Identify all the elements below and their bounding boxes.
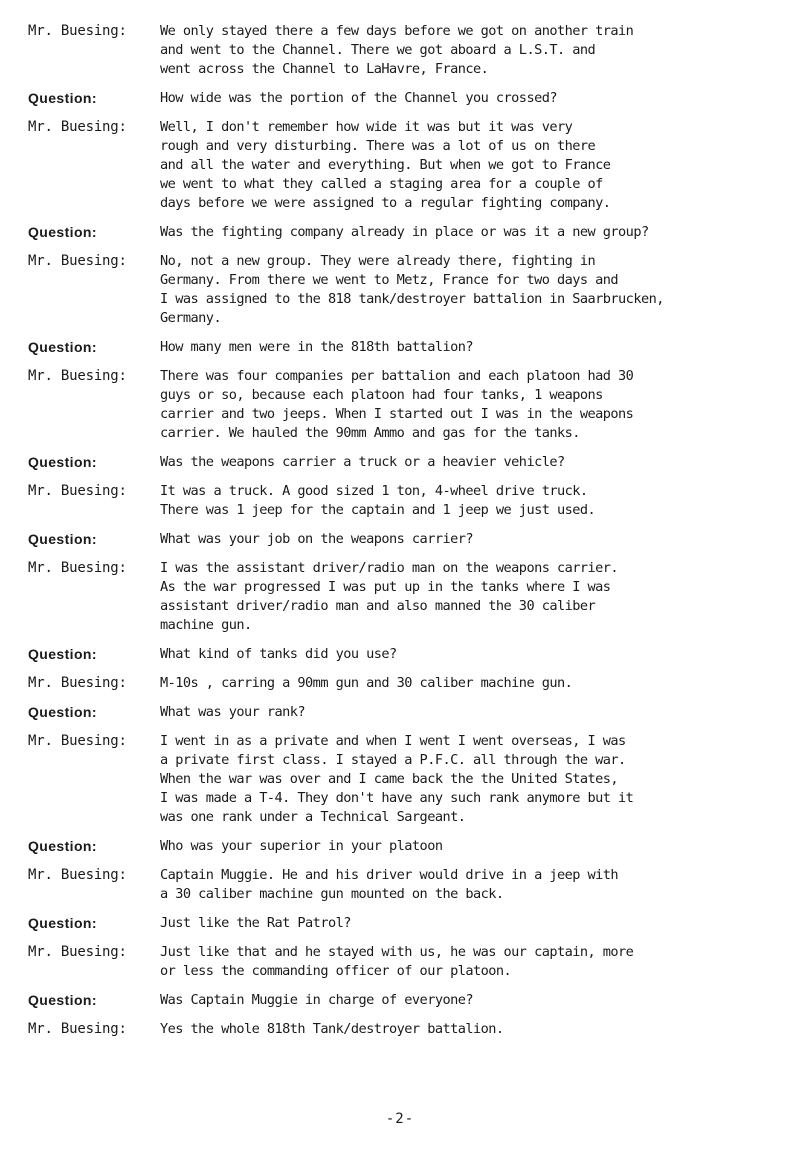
- transcript-entry: [28, 367, 788, 443]
- question-text: What was your rank?: [160, 704, 306, 720]
- question-text: What kind of tanks did you use?: [160, 646, 397, 662]
- transcript-entry: [28, 703, 788, 722]
- question-text: Was the fighting company already in place or was it a new group?: [160, 224, 649, 240]
- transcript-entry: [28, 89, 788, 108]
- transcript-entry: [28, 338, 788, 357]
- answer-text: Yes the whole 818th Tank/destroyer battalion.: [160, 1021, 504, 1037]
- question-text: Who was your superior in your platoon: [160, 838, 443, 854]
- transcript-entry: [28, 482, 788, 520]
- transcript-entry: [28, 1020, 788, 1039]
- transcript-entry: [28, 914, 788, 933]
- transcript-entry: [28, 252, 788, 328]
- speaker-label: Question:: [28, 224, 97, 240]
- transcript-entry: [28, 732, 788, 827]
- speaker-label: Mr. Buesing:: [28, 867, 127, 883]
- speaker-label: Mr. Buesing:: [28, 483, 127, 499]
- question-text: Was the weapons carrier a truck or a heavier vehicle?: [160, 454, 565, 470]
- question-text: Just like the Rat Patrol?: [160, 915, 351, 931]
- speaker-label: Question:: [28, 704, 97, 720]
- speaker-label: Mr. Buesing:: [28, 1021, 127, 1037]
- answer-text: Just like that and he stayed with us, he was our captain, more or less the commanding officer of our platoon.: [160, 944, 634, 979]
- transcript-entry: [28, 118, 788, 213]
- speaker-label: Mr. Buesing:: [28, 253, 127, 269]
- speaker-label: Mr. Buesing:: [28, 733, 127, 749]
- speaker-label: Mr. Buesing:: [28, 560, 127, 576]
- transcript-entry: [28, 22, 788, 79]
- answer-text: It was a truck. A good sized 1 ton, 4-wheel drive truck. There was 1 jeep for the captain and 1 jeep we just used.: [160, 483, 596, 518]
- transcript-entry: [28, 453, 788, 472]
- speaker-label: Mr. Buesing:: [28, 23, 127, 39]
- question-text: How many men were in the 818th battalion?: [160, 339, 473, 355]
- speaker-label: Question:: [28, 339, 97, 355]
- answer-text: Captain Muggie. He and his driver would drive in a jeep with a 30 caliber machine gun mounted on the back.: [160, 867, 619, 902]
- interview-transcript: [28, 22, 788, 1039]
- speaker-label: Question:: [28, 454, 97, 470]
- speaker-label: Question:: [28, 646, 97, 662]
- transcript-entry: [28, 559, 788, 635]
- speaker-label: Question:: [28, 531, 97, 547]
- speaker-label: Mr. Buesing:: [28, 675, 127, 691]
- answer-text: M-10s , carring a 90mm gun and 30 caliber machine gun.: [160, 675, 573, 691]
- answer-text: There was four companies per battalion and each platoon had 30 guys or so, because each platoon had four tanks, 1 weapons carrier and two jeeps. When I started out I was in the weapons carrier. We hauled the 90mm Ammo and gas for the tanks.: [160, 368, 634, 441]
- transcript-entry: [28, 645, 788, 664]
- speaker-label: Mr. Buesing:: [28, 368, 127, 384]
- transcript-entry: [28, 837, 788, 856]
- transcript-entry: [28, 866, 788, 904]
- speaker-label: Question:: [28, 992, 97, 1008]
- question-text: What was your job on the weapons carrier?: [160, 531, 473, 547]
- answer-text: We only stayed there a few days before we got on another train and went to the Channel. There we got aboard a L.S.T. and went across the Channel to LaHavre, France.: [160, 23, 634, 77]
- transcript-entry: [28, 991, 788, 1010]
- question-text: Was Captain Muggie in charge of everyone?: [160, 992, 473, 1008]
- transcript-entry: [28, 943, 788, 981]
- transcript-entry: [28, 530, 788, 549]
- answer-text: I was the assistant driver/radio man on the weapons carrier. As the war progressed I was put up in the tanks where I was assistant driver/radio man and also manned the 30 caliber machine gun.: [160, 560, 619, 633]
- transcript-entry: [28, 223, 788, 242]
- speaker-label: Question:: [28, 915, 97, 931]
- speaker-label: Mr. Buesing:: [28, 119, 127, 135]
- speaker-label: Question:: [28, 90, 97, 106]
- answer-text: I went in as a private and when I went I went overseas, I was a private first class. I stayed a P.F.C. all through the war. When the war was over and I came back the the United States, I was made a T-4. They don't have any such rank anymore but it was one rank under a Technical Sargeant.: [160, 733, 634, 825]
- question-text: How wide was the portion of the Channel you crossed?: [160, 90, 557, 106]
- answer-text: No, not a new group. They were already there, fighting in Germany. From there we went to Metz, France for two days and I was assigned to the 818 tank/destroyer battalion in Saarbrucken, Germany.: [160, 253, 664, 326]
- answer-text: Well, I don't remember how wide it was but it was very rough and very disturbing. There was a lot of us on there and all the water and everything. But when we got to France we went to what they called a staging area for a couple of days before we were assigned to a regular fighting company.: [160, 119, 611, 211]
- transcript-entry: [28, 674, 788, 693]
- page-number: -2-: [385, 1111, 415, 1127]
- speaker-label: Question:: [28, 838, 97, 854]
- speaker-label: Mr. Buesing:: [28, 944, 127, 960]
